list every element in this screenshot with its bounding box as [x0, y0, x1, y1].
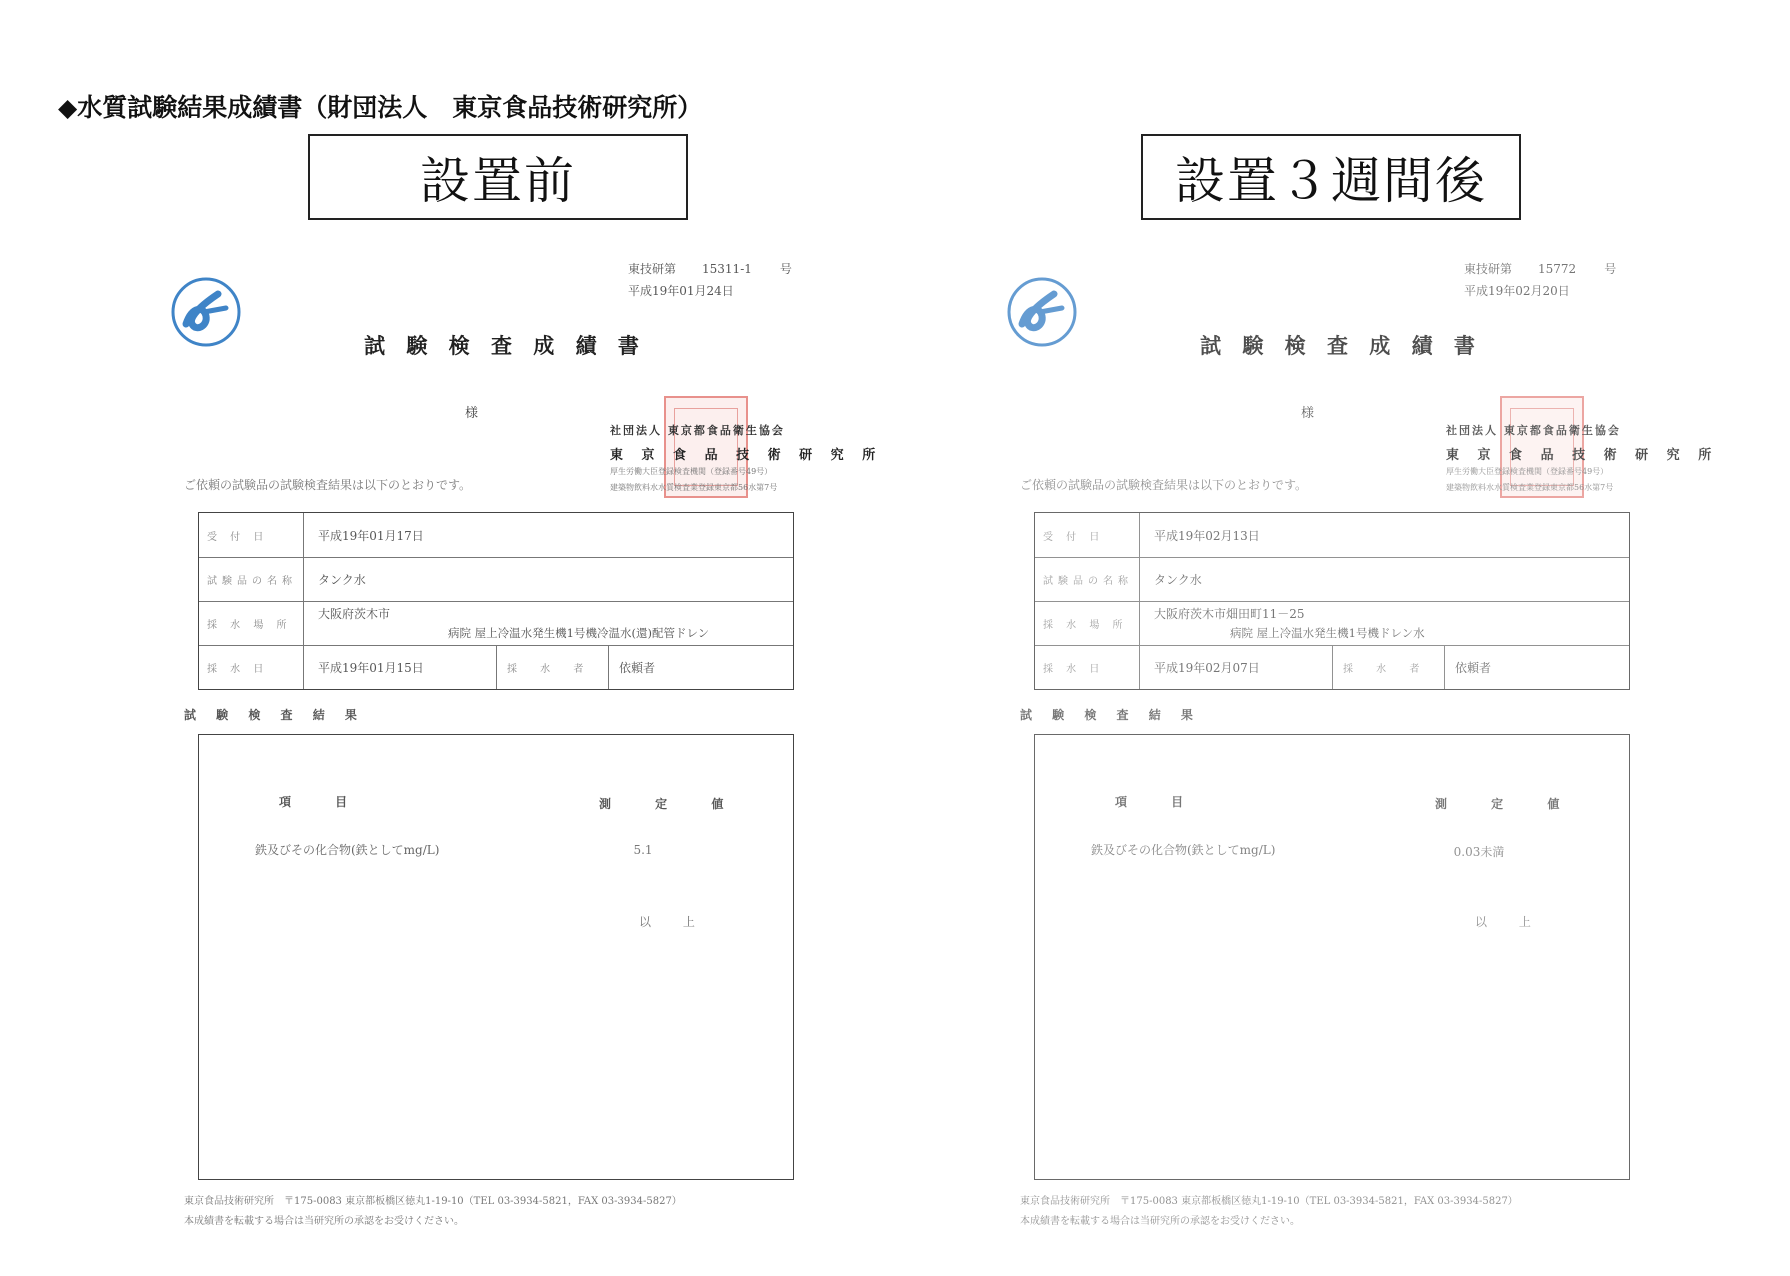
org-line-1: 社団法人 東京都食品衛生協会	[610, 424, 785, 437]
end-mark: 以 上	[1475, 915, 1545, 929]
sampling-place: 大阪府茨木市畑田町11－25 病院 屋上冷温水発生機1号機ドレン水	[1154, 607, 1425, 640]
label-sampling-place: 採 水 場 所	[199, 601, 304, 645]
label-sampling-date: 採 水 日	[199, 645, 304, 689]
label-sampler: 採 水 者	[1335, 645, 1445, 689]
test-report-before	[170, 250, 883, 1250]
label-received: 受 付 日	[199, 513, 304, 557]
page-heading: ◆水質試験結果成績書（財団法人 東京食品技術研究所）	[58, 93, 703, 122]
result-value: 5.1	[633, 843, 653, 857]
sampler: 依頼者	[1455, 660, 1492, 675]
result-value: 0.03未満	[1453, 845, 1505, 859]
row-received	[199, 513, 793, 558]
document-title: 試 験 検 査 成 績 書	[364, 333, 646, 358]
column-value-header: 測 定 値	[599, 797, 744, 811]
row-sampling-place	[1035, 601, 1629, 646]
row-sampling-date	[199, 645, 793, 689]
end-mark: 以 上	[639, 915, 709, 929]
label-sampler: 採 水 者	[499, 645, 609, 689]
org-line-3: 厚生労働大臣登録検査機関（登録番号49号）	[1446, 467, 1609, 476]
row-sampling-place	[199, 601, 793, 646]
sample-info-table	[198, 512, 794, 690]
issue-date: 平成19年02月20日	[1464, 284, 1570, 298]
label-sampling-place: 採 水 場 所	[1035, 601, 1140, 645]
label-before-installation: 設置前	[308, 134, 688, 220]
org-line-2: 東 京 食 品 技 術 研 究 所	[1446, 448, 1719, 463]
label-sample-name: 試験品の名称	[1035, 557, 1140, 601]
results-box	[1034, 734, 1630, 1180]
received-date: 平成19年01月17日	[318, 528, 424, 543]
org-line-4: 建築物飲料水水質検査業登録東京都56水第7号	[610, 483, 778, 492]
sample-name: タンク水	[318, 572, 366, 587]
org-line-3: 厚生労働大臣登録検査機関（登録番号49号）	[610, 467, 773, 476]
intro-text: ご依頼の試験品の試験検査結果は以下のとおりです。	[1020, 478, 1308, 492]
sampler: 依頼者	[619, 660, 656, 675]
org-line-2: 東 京 食 品 技 術 研 究 所	[610, 448, 883, 463]
column-value-header: 測 定 値	[1435, 797, 1580, 811]
label-three-weeks-after: 設置３週間後	[1141, 134, 1521, 220]
footer-address: 東京食品技術研究所 〒175-0083 東京都板橋区徳丸1-19-10（TEL 03-3934-5821，FAX 03-3934-5827）	[184, 1196, 682, 1207]
org-line-1: 社団法人 東京都食品衛生協会	[1446, 424, 1621, 437]
addressee-suffix: 様	[465, 406, 479, 421]
row-sample-name	[1035, 557, 1629, 602]
test-report-after	[1006, 250, 1719, 1250]
result-item: 鉄及びその化合物(鉄としてmg/L)	[1091, 843, 1276, 857]
results-title: 試 験 検 査 結 果	[1020, 708, 1201, 722]
row-received	[1035, 513, 1629, 558]
column-item-header: 項 目	[279, 795, 368, 809]
org-line-4: 建築物飲料水水質検査業登録東京都56水第7号	[1446, 483, 1614, 492]
sample-info-table	[1034, 512, 1630, 690]
intro-text: ご依頼の試験品の試験検査結果は以下のとおりです。	[184, 478, 472, 492]
row-sampling-date	[1035, 645, 1629, 689]
footer-notice: 本成績書を転載する場合は当研究所の承認をお受けください。	[184, 1216, 464, 1227]
footer-address: 東京食品技術研究所 〒175-0083 東京都板橋区徳丸1-19-10（TEL 03-3934-5821，FAX 03-3934-5827）	[1020, 1196, 1518, 1207]
document-title: 試 験 検 査 成 績 書	[1200, 333, 1482, 358]
issue-date: 平成19年01月24日	[628, 284, 734, 298]
row-sample-name	[199, 557, 793, 602]
result-item: 鉄及びその化合物(鉄としてmg/L)	[255, 843, 440, 857]
results-box	[198, 734, 794, 1180]
sampling-place: 大阪府茨木市 病院 屋上冷温水発生機1号機冷温水(還)配管ドレン	[318, 607, 710, 640]
label-sample-name: 試験品の名称	[199, 557, 304, 601]
label-received: 受 付 日	[1035, 513, 1140, 557]
reference-number: 東技研第 15772 号	[1464, 262, 1617, 276]
sample-name: タンク水	[1154, 572, 1202, 587]
results-title: 試 験 検 査 結 果	[184, 708, 365, 722]
sampling-date: 平成19年02月07日	[1140, 645, 1333, 689]
column-item-header: 項 目	[1115, 795, 1204, 809]
addressee-suffix: 様	[1301, 406, 1315, 421]
reference-number: 東技研第 15311-1 号	[628, 262, 792, 276]
received-date: 平成19年02月13日	[1154, 528, 1260, 543]
sampling-date: 平成19年01月15日	[304, 645, 497, 689]
label-sampling-date: 採 水 日	[1035, 645, 1140, 689]
footer-notice: 本成績書を転載する場合は当研究所の承認をお受けください。	[1020, 1216, 1300, 1227]
